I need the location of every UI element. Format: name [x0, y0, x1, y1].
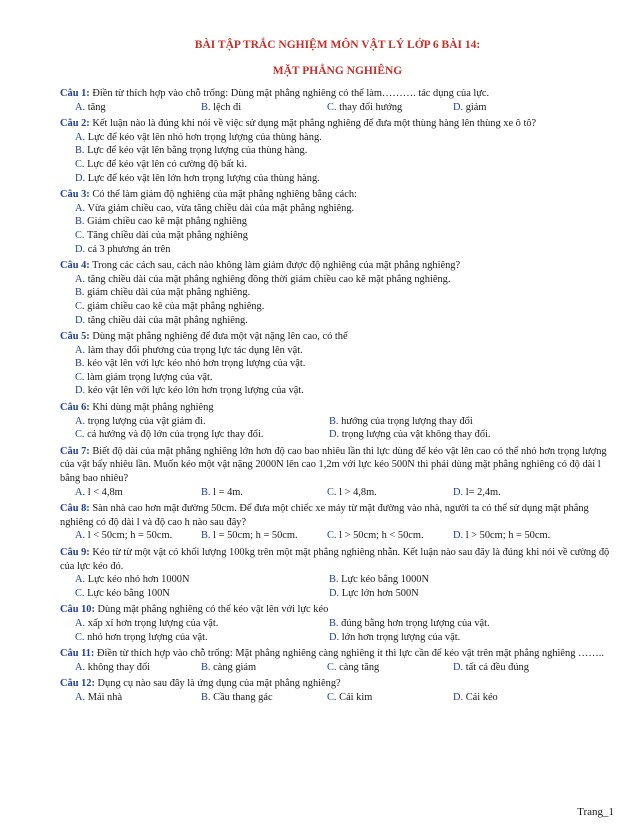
question-block [60, 188, 615, 256]
question-stem [60, 445, 615, 486]
option-text: l = 50cm; h = 50cm. [213, 530, 298, 542]
question-text: Biết độ dài của mặt phẳng nghiêng lớn hơn độ cao bao nhiêu lần thì lực dùng để kéo vật lên cao có thể nhỏ hơn trọng lượng của vật bấy nhiêu lần. Muốn kéo một vật nặng 2000N lên cao 1,2m với lực kéo 500N thì phải dùng mặt phẳng nghiêng có độ dài l bằng bao nhiêu? [60, 445, 607, 485]
option-letter: D. [329, 429, 340, 441]
question-stem [60, 117, 615, 131]
question-text: Dùng mặt phẳng nghiêng để đưa một vật nặng lên cao, có thể [92, 331, 348, 343]
question-block [60, 87, 615, 114]
question-text: Điền từ thích hợp vào chỗ trống: Dùng mặt phẳng nghiêng có thể làm………. tác dụng của lực. [92, 88, 490, 99]
question-text: Điền từ thích hợp vào chỗ trống: Mặt phẳng nghiêng càng nghiêng ít thì lực cần để kéo vật trên mặt phẳng nghiêng …….. [96, 648, 604, 660]
option-letter: D. [75, 243, 86, 255]
options-row [60, 587, 615, 601]
option-text: tăng [87, 101, 106, 113]
option-text: Giảm chiều cao kê mặt phẳng nghiêng [87, 216, 247, 228]
option-letter: B. [75, 287, 85, 299]
option-letter: B. [75, 358, 85, 370]
answer-option[interactable] [60, 300, 615, 314]
answer-option[interactable] [453, 101, 579, 115]
question-stem [60, 502, 615, 529]
option-text: giảm chiều dài của mặt phẳng nghiêng. [87, 287, 251, 299]
question-text: Khi dùng mặt phẳng nghiêng [92, 402, 214, 414]
option-text: cả hướng và độ lớn của trọng lực thay đổi. [87, 429, 264, 441]
question-label: Câu 5: [60, 331, 90, 343]
options-row [60, 428, 615, 442]
question-stem [60, 546, 615, 573]
option-text: làm giảm trọng lượng của vật. [87, 371, 213, 383]
answer-option[interactable] [201, 486, 327, 500]
option-letter: C. [75, 158, 85, 170]
answer-option[interactable] [329, 617, 490, 631]
option-letter: B. [329, 617, 339, 629]
question-text: Có thể làm giảm độ nghiêng của mặt phẳng nghiêng bằng cách: [92, 189, 357, 201]
option-letter: B. [201, 101, 211, 113]
option-text: tất cả đều đúng [465, 661, 529, 673]
answer-option[interactable] [75, 587, 329, 601]
option-letter: B. [201, 530, 211, 542]
answer-option[interactable] [327, 486, 453, 500]
question-stem [60, 401, 615, 415]
option-text: lệch đi [213, 101, 242, 113]
answer-option[interactable] [60, 131, 615, 145]
option-text: Lực lớn hơn 500N [341, 587, 419, 599]
answer-option[interactable] [75, 428, 329, 442]
answer-option[interactable] [327, 101, 453, 115]
option-text: l > 50cm; h = 50cm. [465, 530, 551, 542]
question-stem [60, 647, 615, 661]
option-letter: C. [75, 229, 85, 241]
answer-option[interactable] [329, 573, 429, 587]
answer-option[interactable] [329, 631, 460, 645]
option-text: Lực để kéo vật lên bằng trọng lượng của thùng hàng. [87, 145, 308, 157]
question-block [60, 117, 615, 185]
question-stem [60, 603, 615, 617]
answer-option[interactable] [60, 243, 615, 257]
option-text: hướng của trọng lượng thay đổi [341, 415, 473, 427]
option-letter: C. [75, 300, 85, 312]
option-letter: A. [75, 101, 86, 113]
option-letter: A. [75, 344, 86, 356]
question-text: Sàn nhà cao hơn mặt đường 50cm. Để đưa một chiếc xe máy từ mặt đường vào nhà, người ta có thể sử dụng mặt phẳng nghiêng có độ dài l và độ cao h nào sau đây? [60, 503, 589, 528]
question-block [60, 330, 615, 398]
question-label: Câu 10: [60, 604, 95, 616]
option-text: trọng lượng của vật giảm đi. [87, 415, 206, 427]
question-label: Câu 7: [60, 445, 90, 457]
answer-option[interactable] [60, 158, 615, 172]
option-text: l= 2,4m. [465, 486, 501, 498]
answer-option[interactable] [60, 286, 615, 300]
option-text: xấp xỉ hơn trọng lượng của vật. [87, 617, 219, 629]
question-stem [60, 677, 615, 691]
option-letter: C. [75, 429, 85, 441]
option-text: càng tăng [339, 661, 380, 673]
answer-option[interactable] [327, 691, 453, 705]
option-text: trọng lượng của vật không thay đổi. [341, 429, 491, 441]
question-block [60, 259, 615, 327]
option-text: đúng bằng hơn trọng lượng của vật. [341, 617, 490, 629]
answer-option[interactable] [75, 486, 201, 500]
option-letter: A. [75, 661, 86, 673]
option-text: Lực kéo nhỏ hơn 1000N [87, 574, 190, 586]
answer-option[interactable] [60, 357, 615, 371]
option-text: lớn hơn trọng lượng của vật. [341, 631, 461, 643]
answer-option[interactable] [60, 229, 615, 243]
question-block [60, 603, 615, 644]
option-text: Lực kéo bằng 100N [87, 587, 170, 599]
options-row [60, 415, 615, 429]
question-text: Trong các cách sau, cách nào không làm giảm được độ nghiêng của mặt phẳng nghiêng? [92, 260, 461, 272]
answer-option[interactable] [329, 587, 419, 601]
answer-option[interactable] [60, 215, 615, 229]
answer-option[interactable] [453, 661, 579, 675]
option-letter: C. [75, 587, 85, 599]
option-letter: D. [453, 486, 464, 498]
option-letter: B. [329, 574, 339, 586]
option-letter: D. [75, 385, 86, 397]
question-label: Câu 4: [60, 260, 90, 272]
answer-option[interactable] [60, 371, 615, 385]
question-label: Câu 8: [60, 503, 90, 515]
answer-option[interactable] [201, 661, 327, 675]
question-label: Câu 1: [60, 88, 90, 99]
answer-option[interactable] [329, 415, 473, 429]
question-label: Câu 12: [60, 678, 95, 690]
answer-option[interactable] [329, 428, 491, 442]
document-subtitle: MẶT PHẲNG NGHIÊNG [272, 65, 403, 77]
option-letter: B. [201, 661, 211, 673]
question-stem [60, 259, 615, 273]
question-block [60, 445, 615, 499]
option-letter: A. [75, 530, 86, 542]
option-letter: B. [201, 486, 211, 498]
options-row [60, 573, 615, 587]
option-text: l > 4,8m. [339, 486, 377, 498]
option-text: cả 3 phương án trên [87, 243, 171, 255]
options-row [60, 529, 615, 543]
option-letter: A. [75, 273, 86, 285]
answer-option[interactable] [75, 573, 329, 587]
option-letter: C. [327, 486, 337, 498]
option-letter: A. [75, 486, 86, 498]
option-letter: D. [75, 172, 86, 184]
question-list [60, 87, 615, 705]
option-letter: D. [453, 691, 464, 703]
answer-option[interactable] [201, 691, 327, 705]
question-text: Kết luận nào là đúng khi nói về việc sử dụng mặt phẳng nghiêng để đưa một thùng hàng lên thùng xe ô tô? [92, 118, 537, 130]
option-letter: C. [327, 101, 337, 113]
option-text: Cầu thang gác [213, 691, 273, 703]
option-letter: B. [201, 691, 211, 703]
answer-option[interactable] [453, 691, 579, 705]
question-text: Dụng cụ nào sau đây là ứng dụng của mặt phẳng nghiêng? [97, 678, 341, 690]
options-row [60, 101, 615, 115]
option-letter: D. [453, 661, 464, 673]
answer-option[interactable] [60, 144, 615, 158]
answer-option[interactable] [60, 273, 615, 287]
answer-option[interactable] [75, 661, 201, 675]
option-letter: C. [75, 371, 85, 383]
option-text: Lực để kéo vật lên có cường độ bất kì. [87, 158, 248, 170]
question-label: Câu 3: [60, 189, 90, 201]
option-text: giảm [465, 101, 487, 113]
question-stem [60, 87, 615, 101]
question-label: Câu 11: [60, 648, 95, 660]
answer-option[interactable] [60, 314, 615, 328]
options-row [60, 486, 615, 500]
question-block [60, 546, 615, 600]
question-block [60, 647, 615, 674]
question-label: Câu 9: [60, 547, 90, 558]
option-text: tăng chiều dài của mặt phẳng nghiêng. [87, 314, 248, 326]
answer-option[interactable] [60, 384, 615, 398]
answer-option[interactable] [453, 486, 579, 500]
option-text: làm thay đổi phương của trọng lực tác dụng lên vật. [87, 344, 303, 356]
option-text: Vừa giảm chiều cao, vừa tăng chiều dài của mặt phẳng nghiêng. [87, 202, 355, 214]
question-block [60, 502, 615, 543]
answer-option[interactable] [75, 529, 201, 543]
option-letter: D. [75, 314, 86, 326]
option-text: Cái kéo [465, 691, 498, 703]
option-letter: A. [75, 617, 86, 629]
option-text: Tăng chiều dài của mặt phẳng nghiêng [86, 229, 248, 241]
option-text: tăng chiều dài của mặt phẳng nghiêng đồng thời giảm chiều cao kê mặt phẳng nghiêng. [87, 273, 451, 285]
option-letter: B. [329, 415, 339, 427]
option-text: kéo vật lên với lực kéo nhỏ hơn trọng lượng của vật. [87, 358, 306, 370]
answer-option[interactable] [75, 617, 329, 631]
question-label: Câu 2: [60, 118, 90, 130]
options-row [60, 661, 615, 675]
option-letter: A. [75, 691, 86, 703]
option-text: không thay đổi [87, 661, 151, 673]
option-letter: B. [75, 216, 85, 228]
option-letter: B. [75, 145, 85, 157]
question-block [60, 401, 615, 442]
option-text: l > 50cm; h < 50cm. [339, 530, 424, 542]
answer-option[interactable] [201, 529, 327, 543]
option-text: kéo vật lên với lực kéo lớn hơn trọng lượng của vật. [87, 385, 304, 397]
answer-option[interactable] [60, 202, 615, 216]
answer-option[interactable] [60, 172, 615, 186]
option-text: Cái kìm [339, 691, 373, 703]
option-letter: D. [453, 530, 464, 542]
answer-option[interactable] [60, 344, 615, 358]
option-text: Mái nhà [87, 691, 123, 703]
options-row [60, 691, 615, 705]
option-letter: C. [327, 661, 337, 673]
option-letter: D. [453, 101, 464, 113]
worksheet [60, 38, 615, 705]
option-text: Lực để kéo vật lên lớn hơn trọng lượng của thùng hàng. [87, 172, 320, 184]
question-label: Câu 6: [60, 402, 90, 414]
option-letter: A. [75, 202, 86, 214]
option-text: Lực kéo bằng 1000N [341, 574, 430, 586]
option-text: Lực để kéo vật lên nhỏ hơn trọng lượng của thùng hàng. [87, 131, 322, 143]
question-text: Dùng mặt phẳng nghiêng có thể kéo vật lên với lực kéo [97, 604, 329, 616]
answer-option[interactable] [75, 415, 329, 429]
answer-option[interactable] [75, 101, 201, 115]
option-text: thay đổi hướng [339, 101, 403, 113]
question-block [60, 677, 615, 704]
answer-option[interactable] [201, 101, 327, 115]
option-letter: A. [75, 574, 86, 586]
answer-option[interactable] [327, 529, 453, 543]
option-letter: C. [327, 691, 337, 703]
options-row [60, 617, 615, 631]
option-text: l = 4m. [213, 486, 243, 498]
option-letter: D. [329, 587, 340, 599]
option-letter: D. [329, 631, 340, 643]
document-title: BÀI TẬP TRẮC NGHIỆM MÔN VẬT LÝ LỚP 6 BÀI 14: [194, 39, 481, 51]
option-letter: C. [75, 631, 85, 643]
option-letter: A. [75, 131, 86, 143]
question-stem [60, 188, 615, 202]
question-stem [60, 330, 615, 344]
options-row [60, 631, 615, 645]
answer-option[interactable] [75, 631, 329, 645]
answer-option[interactable] [453, 529, 579, 543]
option-text: giảm chiều cao kê của mặt phẳng nghiêng. [87, 300, 265, 312]
option-text: l < 50cm; h = 50cm. [87, 530, 173, 542]
option-letter: C. [327, 530, 337, 542]
question-text: Kéo từ từ một vật có khối lượng 100kg trên một mặt phẳng nghiêng nhẵn. Kết luận nào sau đây là đúng khi nói về cường độ của lực kéo đó. [60, 547, 610, 572]
page-number: Trang_1 [577, 806, 614, 818]
answer-option[interactable] [75, 691, 201, 705]
option-text: nhỏ hơn trọng lượng của vật. [87, 631, 208, 643]
option-letter: A. [75, 415, 86, 427]
option-text: càng giảm [213, 661, 257, 673]
option-text: l < 4,8m [87, 486, 123, 498]
answer-option[interactable] [327, 661, 453, 675]
